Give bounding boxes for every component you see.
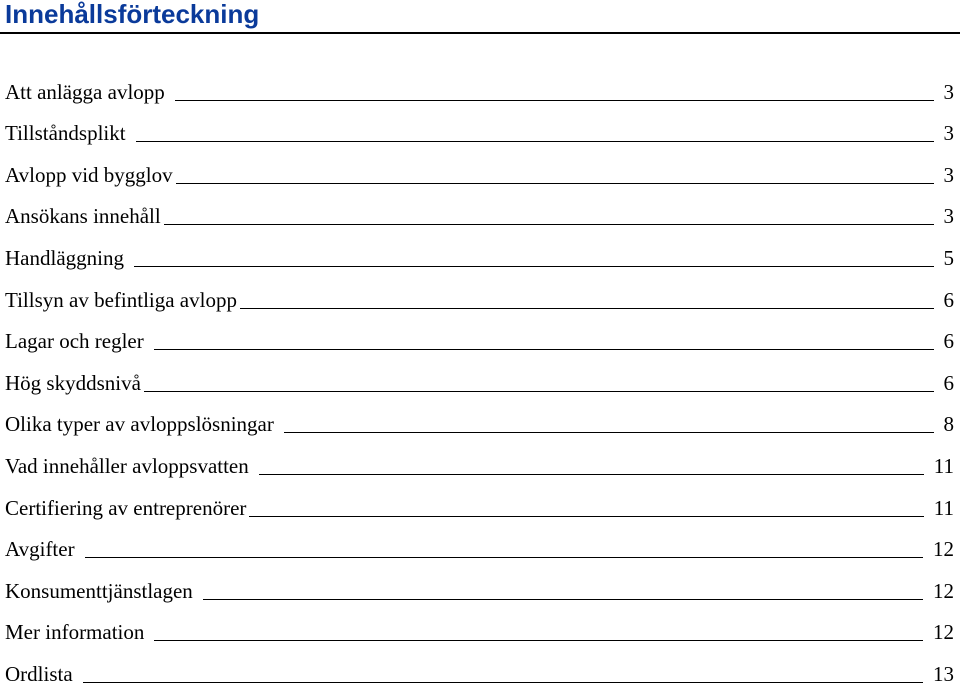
toc-entry-title: Konsumenttjänstlagen xyxy=(5,578,193,603)
toc-entry-page: 13 xyxy=(933,661,954,686)
toc-leader-line xyxy=(284,432,934,433)
toc-entry[interactable] xyxy=(0,359,960,401)
toc-leader-line xyxy=(259,474,924,475)
toc-entry-page: 3 xyxy=(943,204,954,229)
toc-entry[interactable] xyxy=(0,567,960,609)
toc-entry-page: 3 xyxy=(943,162,954,187)
toc-entry-title: Tillståndsplikt xyxy=(5,121,126,146)
toc-entry-page: 11 xyxy=(933,495,954,520)
toc-leader-line xyxy=(203,599,923,600)
toc-entry[interactable] xyxy=(0,609,960,651)
toc-entry[interactable] xyxy=(0,442,960,484)
toc-entry-title: Vad innehåller avloppsvatten xyxy=(5,453,249,478)
toc-entry-page: 3 xyxy=(943,79,954,104)
toc-entry[interactable] xyxy=(0,526,960,568)
toc-entry[interactable] xyxy=(0,484,960,526)
toc-leader-line xyxy=(134,266,934,267)
toc-leader-line xyxy=(136,141,934,142)
toc-entry-page: 12 xyxy=(933,537,954,562)
toc-entry-title: Ansökans innehåll xyxy=(5,204,161,229)
toc-entry[interactable] xyxy=(0,193,960,235)
toc-entry-page: 8 xyxy=(943,412,954,437)
toc-entry-page: 5 xyxy=(943,245,954,270)
toc-entry[interactable] xyxy=(0,318,960,360)
toc-leader-line xyxy=(175,100,934,101)
toc-header xyxy=(0,0,960,34)
toc-entry-page: 6 xyxy=(943,329,954,354)
toc-entry-title: Mer information xyxy=(5,620,145,645)
toc-entry[interactable] xyxy=(0,151,960,193)
toc-list xyxy=(0,68,960,692)
toc-entry-page: 6 xyxy=(943,370,954,395)
toc-leader-line xyxy=(144,391,934,392)
toc-leader-line xyxy=(85,557,923,558)
page-title: Innehållsförteckning xyxy=(5,0,260,29)
toc-entry-page: 3 xyxy=(943,121,954,146)
toc-leader-line xyxy=(154,640,923,641)
toc-entry-title: Tillsyn av befintliga avlopp xyxy=(5,287,237,312)
toc-entry[interactable] xyxy=(0,401,960,443)
toc-entry-title: Handläggning xyxy=(5,245,124,270)
toc-entry-title: Certifiering av entreprenörer xyxy=(5,495,247,520)
toc-leader-line xyxy=(154,349,934,350)
toc-entry-title: Avgifter xyxy=(5,537,75,562)
toc-entry-page: 11 xyxy=(933,453,954,478)
toc-entry-title: Olika typer av avloppslösningar xyxy=(5,412,274,437)
toc-entry[interactable] xyxy=(0,68,960,110)
toc-entry-page: 6 xyxy=(943,287,954,312)
toc-entry-title: Lagar och regler xyxy=(5,329,144,354)
toc-entry-title: Avlopp vid bygglov xyxy=(5,162,173,187)
toc-leader-line xyxy=(164,224,934,225)
toc-entry-title: Ordlista xyxy=(5,661,73,686)
toc-entry[interactable] xyxy=(0,110,960,152)
toc-leader-line xyxy=(176,183,934,184)
toc-leader-line xyxy=(249,516,923,517)
toc-entry-title: Att anlägga avlopp xyxy=(5,79,165,104)
toc-entry[interactable] xyxy=(0,234,960,276)
toc-entry-page: 12 xyxy=(933,578,954,603)
toc-entry[interactable] xyxy=(0,276,960,318)
toc-entry-page: 12 xyxy=(933,620,954,645)
toc-entry-title: Hög skyddsnivå xyxy=(5,370,141,395)
toc-leader-line xyxy=(240,308,934,309)
toc-leader-line xyxy=(83,682,923,683)
